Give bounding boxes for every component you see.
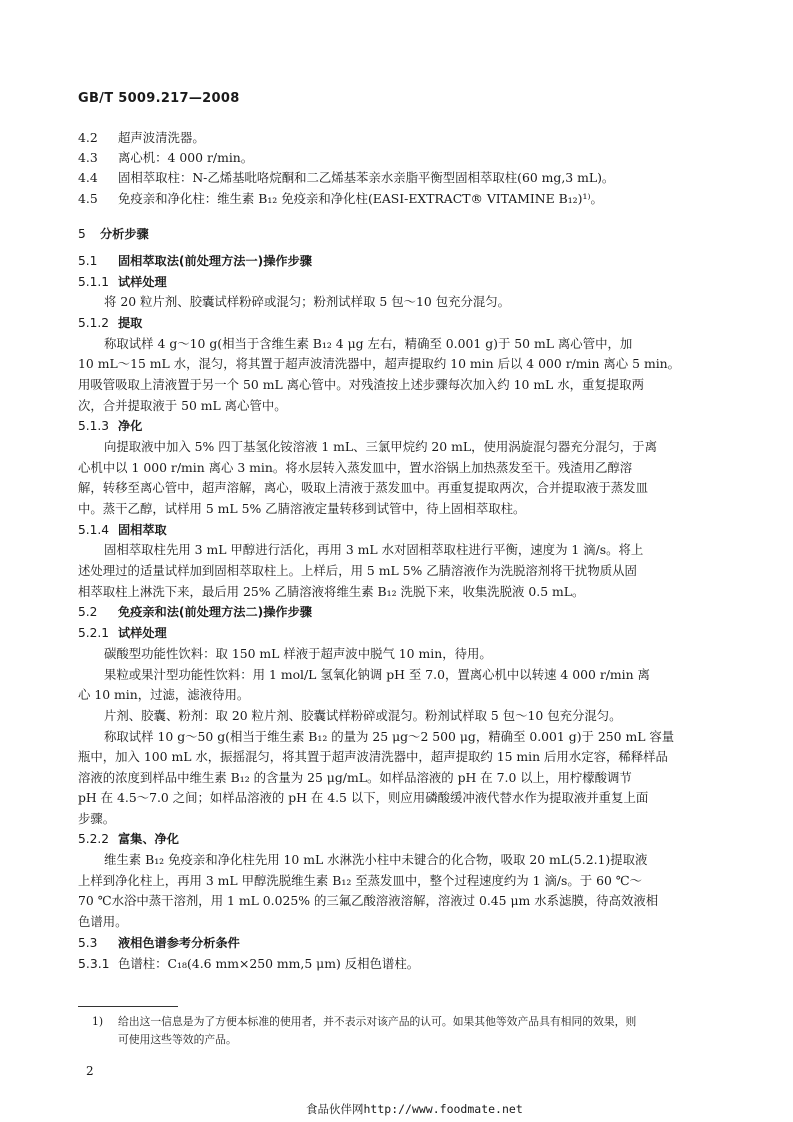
paragraph-line: 70 ℃水浴中蒸干溶剂，用 1 mL 0.025% 的三氟乙酸溶液溶解，溶液过 0.45 μm 水系滤膜，待高效液相	[78, 893, 659, 908]
paragraph-line: 向提取液中加入 5% 四丁基氢化铵溶液 1 mL、三氯甲烷约 20 mL，使用涡旋混匀器充分混匀，于离	[104, 439, 657, 454]
section-heading: 5.1.3 净化	[78, 419, 143, 433]
list-item: 4.2 超声波清洗器。	[78, 130, 205, 145]
paragraph-line: 解，转移至离心管中，超声溶解，离心，吸取上清液于蒸发皿中。再重复提取两次，合并提取液于蒸发皿	[78, 480, 648, 495]
paragraph-line: 碳酸型功能性饮料：取 150 mL 样液于超声波中脱气 10 min，待用。	[104, 646, 492, 661]
paragraph-line: 心机中以 1 000 r/min 离心 3 min。将水层转入蒸发皿中，置水浴锅上加热蒸发至干。残渣用乙醇溶	[78, 460, 633, 475]
paragraph-line: 述处理过的适量试样加到固相萃取柱上。上样后，用 5 mL 5% 乙腈溶液作为洗脱溶剂将干扰物质从固	[78, 563, 637, 578]
standard-code: GB/T 5009.217—2008	[78, 91, 240, 106]
paragraph-line: 固相萃取柱先用 3 mL 甲醇进行活化，再用 3 mL 水对固相萃取柱进行平衡，速度为 1 滴/s。将上	[104, 542, 644, 557]
section-heading: 5.3.1 色谱柱：C₁₈(4.6 mm×250 mm,5 μm) 反相色谱柱。	[78, 956, 420, 971]
page-number: 2	[86, 1064, 94, 1078]
paragraph-line: 称取试样 4 g～10 g(相当于含维生素 B₁₂ 4 μg 左右，精确至 0.001 g)于 50 mL 离心管中，加	[104, 336, 633, 351]
list-item: 4.4 固相萃取柱：N-乙烯基吡咯烷酮和二乙烯基苯亲水亲脂平衡型固相萃取柱(60 mg,3 mL)。	[78, 170, 615, 185]
section-heading: 5.2 免疫亲和法(前处理方法二)操作步骤	[78, 605, 312, 619]
footnote-marker: 1)	[92, 1015, 104, 1028]
paragraph-line: 用吸管吸取上清液置于另一个 50 mL 离心管中。对残渣按上述步骤每次加入约 10 mL 水，重复提取两	[78, 377, 644, 392]
section-heading: 5.1.4 固相萃取	[78, 523, 167, 537]
footer-watermark: 食品伙伴网http://www.foodmate.net	[306, 1102, 523, 1116]
paragraph-line: 步骤。	[78, 811, 116, 826]
paragraph-line: 瓶中，加入 100 mL 水，振摇混匀，将其置于超声波清洗器中，超声提取约 15 min 后用水定容，稀释样品	[78, 749, 668, 764]
paragraph-line: 溶液的浓度到样品中维生素 B₁₂ 的含量为 25 μg/mL。如样品溶液的 pH 在 7.0 以上，用柠檬酸调节	[78, 770, 632, 785]
paragraph-line: 相萃取柱上淋洗下来，最后用 25% 乙腈溶液将维生素 B₁₂ 洗脱下来，收集洗脱液 0.5 mL。	[78, 584, 585, 599]
section-heading: 5 分析步骤	[78, 227, 149, 241]
paragraph-line: 将 20 粒片剂、胶囊试样粉碎或混匀；粉剂试样取 5 包～10 包充分混匀。	[104, 294, 511, 309]
paragraph-line: 10 mL～15 mL 水，混匀，将其置于超声波清洗器中，超声提取约 10 min 后以 4 000 r/min 离心 5 min。	[78, 356, 681, 371]
footnote-line: 给出这一信息是为了方便本标准的使用者，并不表示对该产品的认可。如果其他等效产品具有相同的效果，则	[118, 1015, 637, 1028]
paragraph-line: 片剂、胶囊、粉剂：取 20 粒片剂、胶囊试样粉碎或混匀。粉剂试样取 5 包～10 包充分混匀。	[104, 708, 622, 723]
list-item: 4.3 离心机：4 000 r/min。	[78, 150, 254, 165]
section-heading: 5.1.1 试样处理	[78, 275, 167, 289]
footnote-line: 可使用这些等效的产品。	[118, 1033, 237, 1046]
section-heading: 5.1 固相萃取法(前处理方法一)操作步骤	[78, 254, 312, 268]
paragraph-line: 中。蒸干乙醇，试样用 5 mL 5% 乙腈溶液定量转移到试管中，待上固相萃取柱。	[78, 501, 526, 516]
footnote-divider	[78, 1006, 178, 1007]
section-heading: 5.2.2 富集、净化	[78, 832, 179, 846]
paragraph-line: pH 在 4.5～7.0 之间；如样品溶液的 pH 在 4.5 以下，则应用磷酸缓冲液代替水作为提取液并重复上面	[78, 790, 649, 805]
paragraph-line: 心 10 min，过滤，滤液待用。	[78, 687, 250, 702]
paragraph-line: 次，合并提取液于 50 mL 离心管中。	[78, 398, 287, 413]
paragraph-line: 维生素 B₁₂ 免疫亲和净化柱先用 10 mL 水淋洗小柱中未键合的化合物，吸取 20 mL(5.2.1)提取液	[104, 852, 648, 867]
list-item: 4.5 免疫亲和净化柱：维生素 B₁₂ 免疫亲和净化柱(EASI-EXTRACT® VITAMINE B₁₂)¹⁾。	[78, 191, 603, 206]
paragraph-line: 色谱用。	[78, 914, 128, 929]
paragraph-line: 称取试样 10 g～50 g(相当于维生素 B₁₂ 的量为 25 μg～2 500 μg，精确至 0.001 g)于 250 mL 容量	[104, 729, 675, 744]
paragraph-line: 果粒或果汁型功能性饮料：用 1 mol/L 氢氧化钠调 pH 至 7.0，置离心机中以转速 4 000 r/min 离	[104, 667, 650, 682]
paragraph-line: 上样到净化柱上，再用 3 mL 甲醇洗脱维生素 B₁₂ 至蒸发皿中，整个过程速度约为 1 滴/s。于 60 ℃～	[78, 873, 643, 888]
section-heading: 5.2.1 试样处理	[78, 626, 167, 640]
section-heading: 5.1.2 提取	[78, 316, 143, 330]
section-heading: 5.3 液相色谱参考分析条件	[78, 936, 240, 950]
